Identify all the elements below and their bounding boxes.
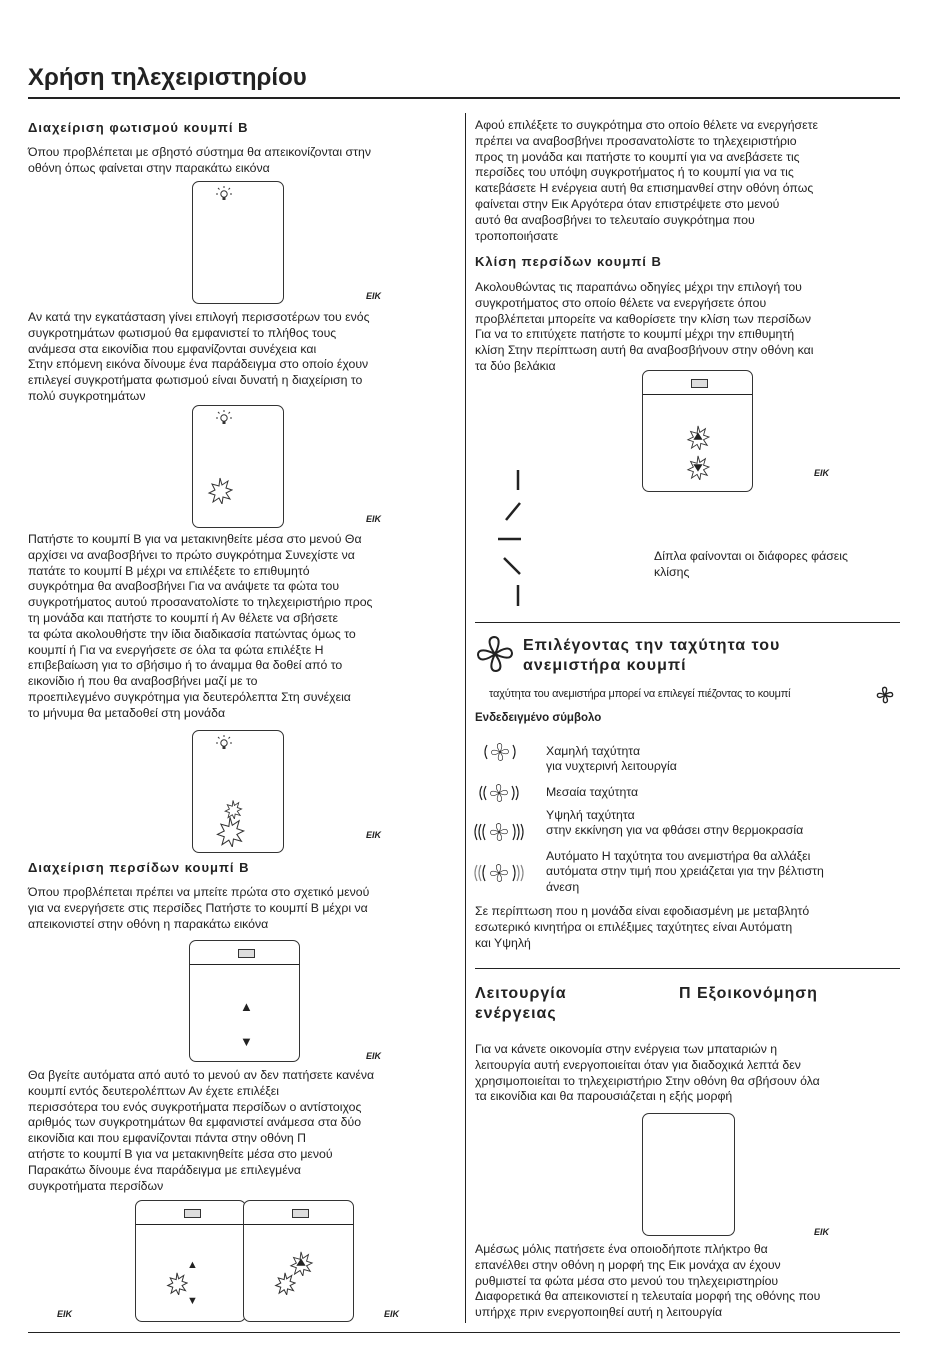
screen-divider	[190, 964, 299, 965]
figure-label: ΕΙΚ	[366, 514, 382, 524]
fan-speed-auto-text: Αυτόματο Η ταχύτητα του ανεμιστήρα θα αλλάξει αυτόματα στην τιμή που χρειάζεται για την βέλτιστη άνεση	[546, 849, 824, 894]
bottom-rule	[28, 1332, 900, 1333]
energy-paragraph-2: Αμέσως μόλις πατήσετε ένα οποιοδήποτε πλήκτρο θα επανέλθει στην οθόνη η μορφή της Εικ μονάχα αν έχουν ρυθμιστεί τα φώτα μέσα στο μενού του τηλεχειριστηρίου Διαφορετικά θα απεικονιστεί η τελευταία μορφή της οθόνης που υπήρχε πριν ενεργοποιηθεί αυτή η λειτουργία	[475, 1242, 821, 1320]
fan-speed-medium-text: Μεσαία ταχύτητα	[546, 785, 639, 799]
page-title: Χρήση τηλεχειριστηρίου	[28, 64, 307, 91]
symbol-label: Ενδεδειγμένο σύμβολο	[475, 712, 602, 724]
arrow-down-icon: ▼	[187, 1295, 198, 1307]
figure-label: ΕΙΚ	[384, 1309, 400, 1319]
blinds-group-icon	[292, 1209, 309, 1218]
fan-speed-description: ταχύτητα του ανεμιστήρα μπορεί να επιλεγεί πιέζοντας το κουμπί	[489, 688, 791, 700]
energy-saving-screen-fig	[642, 1113, 735, 1236]
blinds-group-icon	[184, 1209, 201, 1218]
blinds-paragraph-1: Όπου προβλέπεται πρέπει να μπείτε πρώτα στο σχετικό μενού για να ενεργήσετε στις περσίδες Πατήστε το κουμπί B μέχρι να απεικονιστεί στην οθόνη η παρακάτω εικόνα	[28, 885, 370, 931]
blinds-paragraph-2: Θα βγείτε αυτόματα από αυτό το μενού αν δεν πατήσετε κανένα κουμπί εντός δευτερολέπτων Αν έχετε επιλέξει περισσότερα του ενός συγκροτήματα περσίδων ο αντίστοιχος αριθμός των συγκροτημάτων θα εμφανιστεί ανάμεσα στα δύο εικονίδια και που εμφανίζονται πάντα στην οθόνη Π ατήστε το κουμπί B για να μετακινηθείτε μέσα στο μενού Παρακάτω δίνουμε ένα παράδειγμα με επιλεγμένα συγκροτήματα περσίδων	[28, 1068, 375, 1193]
tilt-phases-caption: Δίπλα φαίνονται οι διάφορες φάσεις κλίσης	[654, 549, 848, 579]
lighting-paragraph-3: Πατήστε το κουμπί B για να μετακινηθείτε μέσα στο μενού Θα αρχίσει να αναβοσβήνει το πρώτο συγκρότημα Συνεχίστε να πατάτε το κουμπί B μέχρι να επιλέξετε το επιθυμητό συγκρότημα θα αναβοσβήνει Για να ανάψετε τα φώτα του συγκροτήματος αυτού προσανατολίστε το τηλεχειριστήριο προς τη μονάδα και πατήστε το κουμπί ή Αν θέλετε να σβήσετε τα φώτα ακολουθήστε την ίδια διαδικασία πατώντας όμως το κουμπί ή Για να ενεργήσετε σε όλα τα φώτα επιλέξτε Η επιβεβαίωση για το σβήσιμο ή το άναμμα θα δοθεί από το εικονίδιο ή που θα αναβοσβήνει μαζί με το προεπιλεγμένο συγκρότημα για δευτερόλεπτα Στη συνέχεια το μήνυμα θα μεταδοθεί στη μονάδα	[28, 532, 373, 720]
energy-heading-left: Λειτουργία ενέργειας	[475, 985, 567, 1022]
blinds-group-icon	[238, 949, 255, 958]
lightbulb-icon	[215, 409, 233, 427]
figure-label: ΕΙΚ	[366, 1051, 382, 1061]
figure-label: ΕΙΚ	[814, 1227, 830, 1237]
blinds-screen-fig	[189, 940, 300, 1062]
blink-burst-large-icon	[213, 815, 247, 847]
arrow-up-icon: ▲	[240, 999, 253, 1014]
energy-paragraph-1: Για να κάνετε οικονομία στην ενέργεια των μπαταριών η λειτουργία αυτή ενεργοποιείται όταν για διαδοχικά λεπτά δεν χρησιμοποιείται το τηλεχειριστήριο Στην οθόνη θα σβήσουν όλα τα εικονίδια και θα παρουσιάζεται η εξής μορφή	[475, 1042, 820, 1104]
blink-burst-icon	[207, 476, 233, 504]
arrow-down-icon: ▼	[240, 1034, 253, 1049]
screen-divider	[244, 1224, 353, 1225]
figure-label: ΕΙΚ	[814, 468, 830, 478]
tilt-screen-fig	[642, 370, 753, 492]
fan-speed-high-text: Υψηλή ταχύτητα στην εκκίνηση για να φθάσει στην θερμοκρασία	[546, 808, 804, 838]
blinds-group-icon	[691, 379, 708, 388]
blinds-screen-fig-a	[135, 1200, 246, 1322]
lighting-screen-fig3	[192, 730, 284, 853]
lighting-screen-fig1	[192, 181, 284, 304]
fan-icon	[475, 634, 515, 674]
lighting-heading: Διαχείριση φωτισμού κουμπί B	[28, 120, 249, 135]
fan-auto-icon	[472, 860, 526, 886]
fan-medium-icon	[476, 781, 522, 805]
lighting-paragraph-1: Όπου προβλέπεται με σβηστό σύστημα θα απεικονίζονται στην οθόνη όπως φαίνεται στην παρακάτω εικόνα	[28, 145, 371, 175]
blink-burst-icon	[166, 1271, 188, 1295]
blinds-screen-fig-b	[243, 1200, 354, 1322]
section-rule	[475, 968, 900, 969]
arrow-up-icon: ▲	[187, 1259, 198, 1271]
lightbulb-icon	[215, 185, 233, 203]
screen-divider	[136, 1224, 245, 1225]
blinking-arrow-up-icon	[686, 424, 710, 450]
fan-low-icon	[480, 740, 520, 764]
figure-label: ΕΙΚ	[57, 1309, 73, 1319]
tilt-heading: Κλίση περσίδων κουμπί B	[475, 254, 662, 269]
column-divider	[465, 113, 466, 1323]
figure-label: ΕΙΚ	[366, 830, 382, 840]
fan-speed-low-text: Χαμηλή ταχύτητα για νυχτερινή λειτουργία	[546, 744, 677, 774]
lighting-screen-fig2	[192, 405, 284, 528]
fan-speed-heading: Επιλέγοντας την ταχύτητα του ανεμιστήρα κουμπί	[523, 637, 781, 674]
fan-variable-motor-note: Σε περίπτωση που η μονάδα είναι εφοδιασμένη με μεταβλητό εσωτερικό κινητήρα οι επιλέξιμες ταχύτητες είναι Αυτόματη και Υψηλή	[475, 904, 810, 950]
title-rule	[28, 97, 900, 99]
section-rule	[475, 622, 900, 623]
blinds-intro-paragraph: Αφού επιλέξετε το συγκρότημα στο οποίο θέλετε να ενεργήσετε πρέπει να αναβοσβήνει προσανατολίστε το τηλεχειριστήριο προς τη μονάδα και πατήστε το κουμπί για να ανεβάσετε τις περσίδες του υπόψη συγκροτήματος ή το κουμπί για να τις κατεβάσετε Η ενέργεια αυτή θα επισημανθεί στην οθόνη όπως φαίνεται στην Εικ Αργότερα όταν επιστρέψετε στο μενού αυτό θα αναβοσβήνει το τελευταίο συγκρότημα που τροποποιήσατε	[475, 118, 818, 243]
lighting-paragraph-2: Αν κατά την εγκατάσταση γίνει επιλογή περισσοτέρων του ενός συγκροτημάτων φωτισμού θα εμφανιστεί το πλήθος τους ανάμεσα στα εικονίδια που εμφανίζονται συνέχεια και Στην επόμενη εικόνα δίνουμε ένα παράδειγμα στο οποίο έχουν επιλεγεί συγκροτήματα φωτισμού είναι δυνατή η διαχείριση το πολύ συγκροτημάτων	[28, 310, 370, 403]
figure-label: ΕΙΚ	[366, 291, 382, 301]
lightbulb-icon	[215, 734, 233, 752]
blinking-arrow-down-icon	[686, 454, 710, 480]
tilt-phases-icon	[495, 468, 535, 610]
blinds-heading: Διαχείριση περσίδων κουμπί B	[28, 860, 250, 875]
fan-button-icon	[876, 686, 894, 704]
tilt-paragraph: Ακολουθώντας τις παραπάνω οδηγίες μέχρι την επιλογή του συγκροτήματος στο οποίο θέλετε να ενεργήσετε όπου προβλέπεται μπορείτε να καθορίσετε την κλίση των περσίδων Για να το επιτύχετε πατήστε το κουμπί μέχρι την επιθυμητή κλίση Στην περίπτωση αυτή θα αναβοσβήνουν στην οθόνη και τα δύο βελάκια	[475, 280, 814, 373]
fan-high-icon	[472, 819, 526, 845]
blinking-arrow-up-icon	[288, 1250, 314, 1276]
screen-divider	[643, 394, 752, 395]
energy-heading-right: Π Εξοικονόμηση	[679, 985, 818, 1002]
